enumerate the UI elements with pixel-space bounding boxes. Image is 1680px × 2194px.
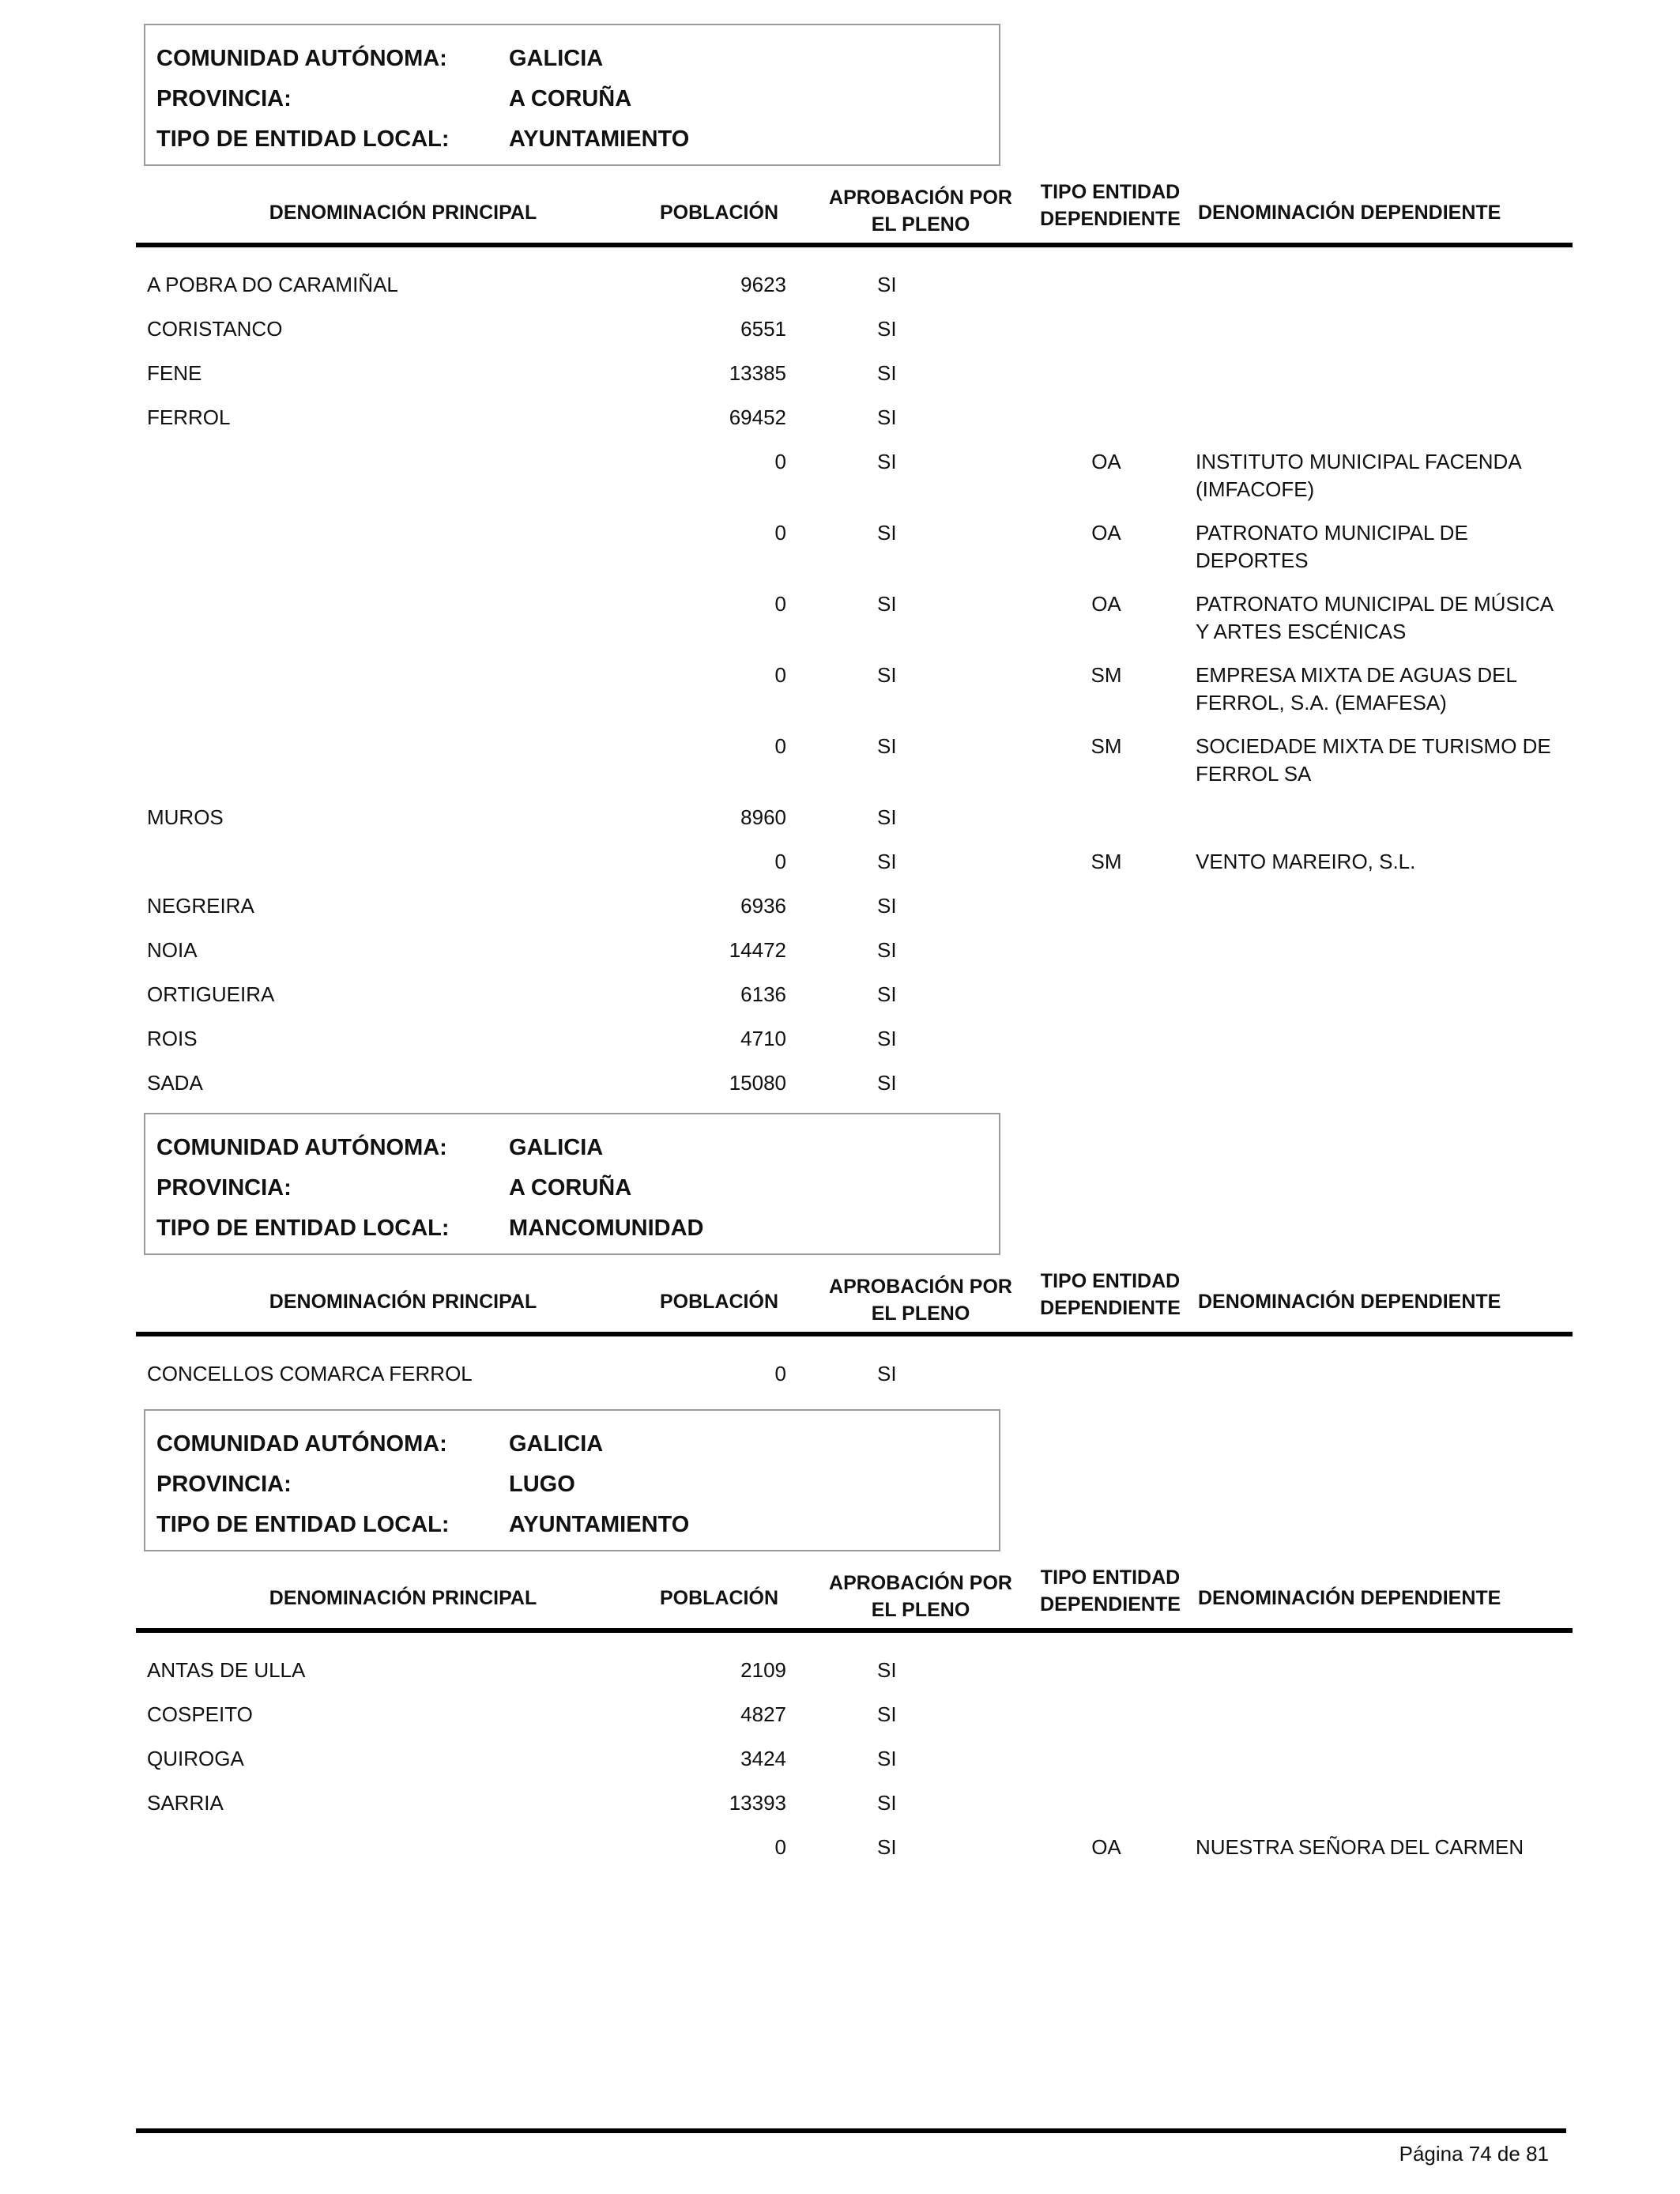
cell-denominacion-principal: A POBRA DO CARAMIÑAL [147, 273, 398, 296]
cell-aprobacion: SI [877, 450, 897, 473]
cell-tipo-entidad: SM [1090, 663, 1122, 687]
cell-aprobacion: SI [877, 894, 897, 918]
col-header-poblacion: POBLACIÓN [660, 1291, 778, 1313]
label-provincia: PROVINCIA: [156, 1472, 292, 1497]
cell-poblacion: 8960 [740, 805, 786, 829]
col-header-aprobacion-2: EL PLENO [871, 1599, 970, 1621]
col-header-tipo-1: TIPO ENTIDAD [1040, 181, 1181, 203]
label-tipo: TIPO DE ENTIDAD LOCAL: [156, 1216, 450, 1241]
cell-poblacion: 0 [774, 521, 786, 545]
label-comunidad: COMUNIDAD AUTÓNOMA: [156, 46, 447, 71]
cell-poblacion: 0 [774, 450, 786, 473]
footer-rule [136, 2128, 1566, 2133]
cell-aprobacion: SI [877, 663, 897, 687]
cell-denominacion-principal: ROIS [147, 1027, 198, 1050]
label-provincia: PROVINCIA: [156, 86, 292, 111]
cell-tipo-entidad: OA [1091, 1835, 1121, 1859]
col-header-tipo-2: DEPENDIENTE [1040, 208, 1181, 230]
cell-denominacion-principal: ORTIGUEIRA [147, 982, 275, 1006]
cell-poblacion: 2109 [740, 1658, 786, 1682]
cell-poblacion: 4710 [740, 1027, 786, 1050]
cell-denominacion-principal: QUIROGA [147, 1747, 244, 1770]
cell-aprobacion: SI [877, 1071, 897, 1095]
cell-aprobacion: SI [877, 405, 897, 429]
cell-denominacion-principal: ANTAS DE ULLA [147, 1658, 306, 1682]
header-rule [136, 243, 1573, 247]
value-tipo: AYUNTAMIENTO [509, 126, 690, 152]
col-header-poblacion: POBLACIÓN [660, 1587, 778, 1609]
cell-poblacion: 0 [774, 592, 786, 616]
cell-poblacion: 0 [774, 734, 786, 758]
cell-denominacion-dependiente: NUESTRA SEÑORA DEL CARMEN [1196, 1835, 1524, 1859]
cell-aprobacion: SI [877, 1658, 897, 1682]
cell-poblacion: 0 [774, 1362, 786, 1385]
col-header-tipo-1: TIPO ENTIDAD [1040, 1270, 1181, 1292]
cell-denominacion-principal: SADA [147, 1071, 203, 1095]
value-comunidad: GALICIA [509, 1135, 604, 1160]
col-header-dependiente: DENOMINACIÓN DEPENDIENTE [1198, 1291, 1501, 1313]
header-rule [136, 1332, 1573, 1336]
label-comunidad: COMUNIDAD AUTÓNOMA: [156, 1431, 447, 1457]
cell-aprobacion: SI [877, 1702, 897, 1726]
entity-info-box [144, 1409, 1000, 1551]
col-header-tipo-2: DEPENDIENTE [1040, 1297, 1181, 1319]
cell-aprobacion: SI [877, 1362, 897, 1385]
cell-denominacion-principal: CORISTANCO [147, 317, 283, 341]
value-provincia: LUGO [509, 1472, 575, 1497]
col-header-aprobacion-2: EL PLENO [871, 1302, 970, 1325]
cell-denominacion-principal: MUROS [147, 805, 224, 829]
cell-poblacion: 14472 [729, 938, 786, 962]
cell-poblacion: 0 [774, 663, 786, 687]
cell-denominacion-principal: FENE [147, 361, 202, 385]
cell-poblacion: 0 [774, 850, 786, 873]
cell-aprobacion: SI [877, 805, 897, 829]
cell-poblacion: 69452 [729, 405, 786, 429]
col-header-aprobacion-1: APROBACIÓN POR [829, 1276, 1012, 1298]
cell-aprobacion: SI [877, 982, 897, 1006]
cell-poblacion: 0 [774, 1835, 786, 1859]
cell-tipo-entidad: OA [1091, 592, 1121, 616]
cell-poblacion: 9623 [740, 273, 786, 296]
cell-aprobacion: SI [877, 1791, 897, 1815]
header-rule [136, 1628, 1573, 1633]
cell-denominacion-principal: FERROL [147, 405, 231, 429]
value-tipo: MANCOMUNIDAD [509, 1216, 704, 1241]
value-tipo: AYUNTAMIENTO [509, 1512, 690, 1537]
cell-denominacion-dependiente: PATRONATO MUNICIPAL DE MÚSICA Y ARTES ESCÉNICAS [1196, 592, 1553, 643]
cell-aprobacion: SI [877, 1835, 897, 1859]
col-header-poblacion: POBLACIÓN [660, 202, 778, 224]
col-header-aprobacion-1: APROBACIÓN POR [829, 187, 1012, 209]
cell-denominacion-principal: NEGREIRA [147, 894, 254, 918]
page-number: Página 74 de 81 [1399, 2142, 1549, 2166]
cell-tipo-entidad: OA [1091, 450, 1121, 473]
cell-denominacion-principal: NOIA [147, 938, 198, 962]
value-provincia: A CORUÑA [509, 86, 632, 111]
cell-aprobacion: SI [877, 361, 897, 385]
col-header-tipo-1: TIPO ENTIDAD [1040, 1566, 1181, 1589]
cell-denominacion-dependiente: INSTITUTO MUNICIPAL FACENDA (IMFACOFE) [1196, 450, 1521, 501]
cell-aprobacion: SI [877, 850, 897, 873]
label-tipo: TIPO DE ENTIDAD LOCAL: [156, 1512, 450, 1537]
col-header-dependiente: DENOMINACIÓN DEPENDIENTE [1198, 1587, 1501, 1609]
cell-aprobacion: SI [877, 273, 897, 296]
cell-poblacion: 6936 [740, 894, 786, 918]
cell-tipo-entidad: OA [1091, 521, 1121, 545]
cell-aprobacion: SI [877, 317, 897, 341]
cell-tipo-entidad: SM [1090, 734, 1122, 758]
label-provincia: PROVINCIA: [156, 1175, 292, 1201]
cell-aprobacion: SI [877, 1027, 897, 1050]
col-header-principal: DENOMINACIÓN PRINCIPAL [269, 1587, 537, 1609]
cell-poblacion: 6551 [740, 317, 786, 341]
value-provincia: A CORUÑA [509, 1175, 632, 1201]
cell-poblacion: 3424 [740, 1747, 786, 1770]
col-header-principal: DENOMINACIÓN PRINCIPAL [269, 202, 537, 224]
cell-denominacion-principal: COSPEITO [147, 1702, 253, 1726]
value-comunidad: GALICIA [509, 1431, 604, 1457]
col-header-dependiente: DENOMINACIÓN DEPENDIENTE [1198, 202, 1501, 224]
cell-aprobacion: SI [877, 592, 897, 616]
cell-poblacion: 13393 [729, 1791, 786, 1815]
cell-denominacion-dependiente: VENTO MAREIRO, S.L. [1196, 850, 1416, 873]
col-header-principal: DENOMINACIÓN PRINCIPAL [269, 1291, 537, 1313]
col-header-aprobacion-2: EL PLENO [871, 213, 970, 236]
cell-poblacion: 4827 [740, 1702, 786, 1726]
cell-denominacion-principal: CONCELLOS COMARCA FERROL [147, 1362, 473, 1385]
label-tipo: TIPO DE ENTIDAD LOCAL: [156, 126, 450, 152]
cell-aprobacion: SI [877, 938, 897, 962]
col-header-aprobacion-1: APROBACIÓN POR [829, 1572, 1012, 1594]
cell-poblacion: 15080 [729, 1071, 786, 1095]
value-comunidad: GALICIA [509, 46, 604, 71]
cell-denominacion-dependiente: EMPRESA MIXTA DE AGUAS DEL FERROL, S.A. (EMAFESA) [1196, 663, 1517, 714]
col-header-tipo-2: DEPENDIENTE [1040, 1593, 1181, 1615]
cell-aprobacion: SI [877, 1747, 897, 1770]
label-comunidad: COMUNIDAD AUTÓNOMA: [156, 1135, 447, 1160]
cell-denominacion-dependiente: SOCIEDADE MIXTA DE TURISMO DE FERROL SA [1196, 734, 1551, 786]
cell-denominacion-dependiente: PATRONATO MUNICIPAL DE DEPORTES [1196, 521, 1468, 572]
cell-aprobacion: SI [877, 521, 897, 545]
cell-tipo-entidad: SM [1090, 850, 1122, 873]
cell-poblacion: 13385 [729, 361, 786, 385]
cell-poblacion: 6136 [740, 982, 786, 1006]
entity-info-box [144, 24, 1000, 166]
cell-denominacion-principal: SARRIA [147, 1791, 224, 1815]
entity-info-box [144, 1113, 1000, 1255]
cell-aprobacion: SI [877, 734, 897, 758]
